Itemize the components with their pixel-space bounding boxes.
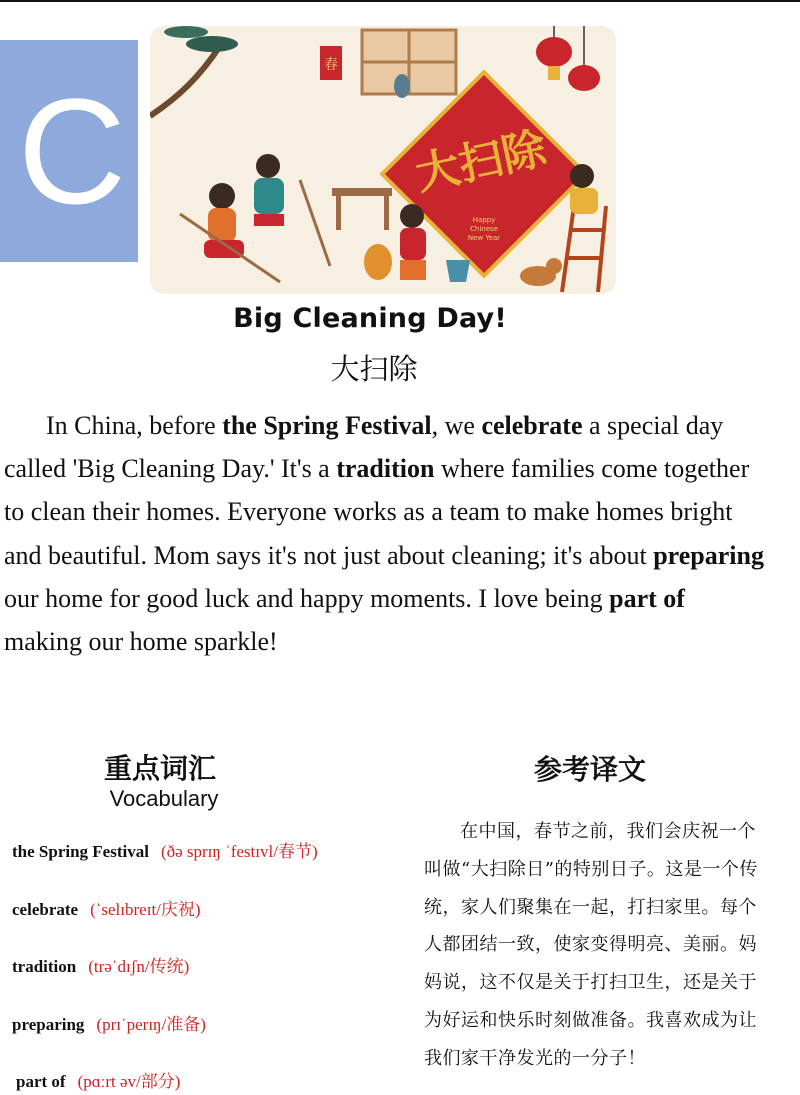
vocabulary-word: part of <box>16 1072 66 1091</box>
vocabulary-title: 重点词汇 <box>103 752 216 785</box>
passage-text: , we <box>431 411 482 440</box>
top-rule <box>0 0 800 2</box>
keyword-part-of: part of <box>609 583 685 613</box>
vocabulary-subtitle: Vocabulary <box>109 786 219 811</box>
vocabulary-pronunciation: (pɑːrt əv/部分) <box>77 1072 181 1091</box>
big-cleaning-day-illustration <box>150 26 616 294</box>
vocabulary-item <box>12 895 201 920</box>
vocabulary-pronunciation: (trəˈdɪʃn/传统) <box>88 957 190 976</box>
banner-text: 大扫除 <box>411 123 551 201</box>
vocabulary-word: the Spring Festival <box>12 842 149 861</box>
vocabulary-item <box>12 837 318 862</box>
passage-text: where families come together to clean their homes. Everyone works as a team to make homes bright and beautiful. Mom says it's not just about cleaning; it's about <box>4 454 750 570</box>
page-subtitle: 大扫除 <box>330 352 418 386</box>
page-title: Big Cleaning Day! <box>233 303 507 334</box>
vocabulary-pronunciation: (ˈselɪbreɪt/庆祝) <box>90 900 201 919</box>
window-sign: 春 <box>324 57 338 73</box>
vocabulary-item <box>12 1010 206 1035</box>
keyword-celebrate: celebrate <box>481 411 583 440</box>
keyword-spring-festival: the Spring Festival <box>222 411 432 440</box>
translation-title: 参考译文 <box>533 753 646 786</box>
keyword-preparing: preparing <box>653 540 764 570</box>
reading-passage <box>4 404 764 663</box>
banner-caption-3: New Year <box>467 234 501 242</box>
passage-text: our home for good luck and happy moments. I love being <box>4 583 610 613</box>
vocabulary-item <box>12 952 189 977</box>
vocabulary-pronunciation: (prɪˈperɪŋ/准备) <box>96 1015 206 1034</box>
banner-caption-2: Chinese <box>470 225 498 233</box>
section-letter: C <box>17 67 127 235</box>
passage-text: In China, before <box>46 411 223 440</box>
vocabulary-word: tradition <box>12 957 77 976</box>
passage-text: a special day called 'Big Cleaning Day.' It's a <box>4 411 724 484</box>
vocabulary-word: preparing <box>12 1015 85 1034</box>
section-letter-block <box>0 40 138 262</box>
vocabulary-word: celebrate <box>12 900 79 919</box>
translation-body: 在中国，春节之前，我们会庆祝一个叫做“大扫除日”的特别日子。这是一个传统，家人们聚集在一起，打扫家里。每个人都团结一致，使家变得明亮、美丽。妈妈说，这不仅是关于打扫卫生，还是关于为好运和快乐时刻做准备。我喜欢成为让我们家干净发光的一分子！ <box>424 821 758 1069</box>
passage-text: making our home sparkle! <box>4 627 278 657</box>
translation-text <box>424 813 772 1078</box>
vocabulary-pronunciation: (ðə sprɪŋ ˈfestɪvl/春节) <box>160 842 318 861</box>
keyword-tradition: tradition <box>336 454 435 484</box>
banner-caption-1: Happy <box>472 216 496 224</box>
vocabulary-item <box>16 1067 180 1092</box>
